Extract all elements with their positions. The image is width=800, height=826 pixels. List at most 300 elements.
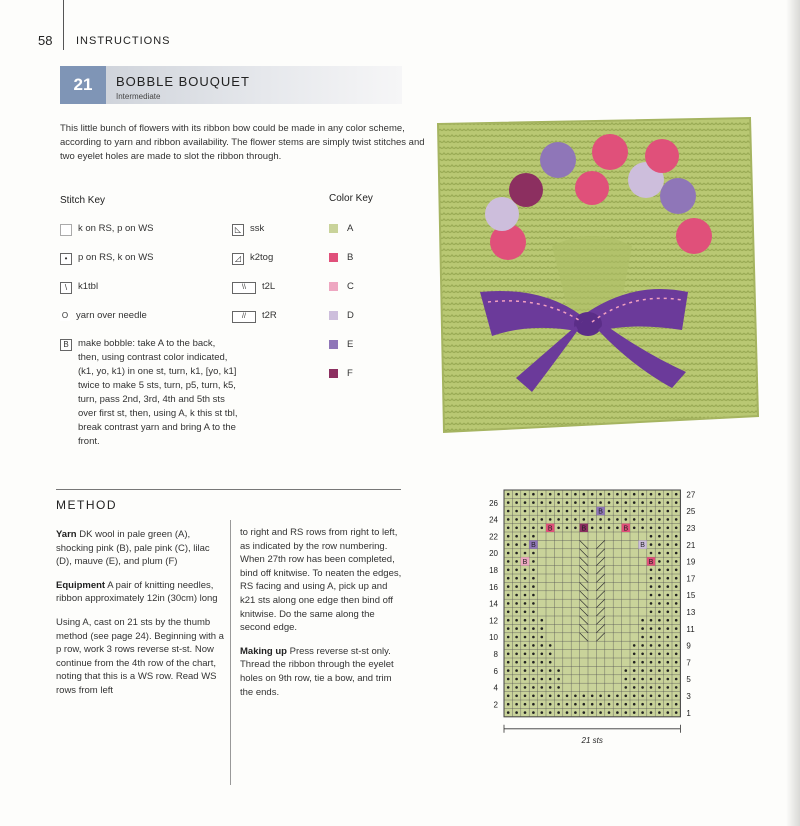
purl-dot [532,510,535,513]
purl-dot [633,501,636,504]
purl-dot [675,627,678,630]
purl-dot [667,627,670,630]
purl-dot [641,695,644,698]
purl-dot [675,510,678,513]
purl-dot [515,686,518,689]
bobble-symbol: B [547,525,553,533]
slash-square-icon: \ [60,282,72,294]
color-swatch [329,224,338,233]
purl-dot [532,611,535,614]
stitch-key-heading: Stitch Key [60,195,106,206]
purl-dot [616,695,619,698]
purl-dot [507,585,510,588]
purl-dot [532,577,535,580]
stitch-key-item: \ k1tbl [60,280,98,294]
purl-dot [675,711,678,714]
purl-dot [532,552,535,555]
purl-dot [675,535,678,538]
purl-dot [541,695,544,698]
purl-dot [583,501,586,504]
purl-dot [532,585,535,588]
row-label: 6 [493,666,498,676]
purl-dot [507,619,510,622]
header-divider [63,0,64,50]
purl-dot [524,619,527,622]
purl-dot [532,627,535,630]
purl-dot [507,669,510,672]
color-key-item: E [329,338,353,352]
purl-dot [541,703,544,706]
purl-dot [667,535,670,538]
purl-dot [566,510,569,513]
purl-dot [532,518,535,521]
purl-dot [541,669,544,672]
purl-dot [667,611,670,614]
purl-dot [599,518,602,521]
purl-dot [515,569,518,572]
purl-dot [541,653,544,656]
purl-dot [557,527,560,530]
purl-dot [515,594,518,597]
purl-dot [667,602,670,605]
purl-dot [667,686,670,689]
purl-dot [574,510,577,513]
purl-dot [507,594,510,597]
page-gutter-shadow [786,0,800,826]
purl-dot [616,527,619,530]
purl-dot [625,678,628,681]
purl-dot [541,493,544,496]
row-label: 11 [686,624,695,634]
purl-dot [524,636,527,639]
purl-dot [515,560,518,563]
purl-dot [507,644,510,647]
purl-dot [599,695,602,698]
purl-dot [515,703,518,706]
purl-dot [616,493,619,496]
purl-dot [667,594,670,597]
purl-dot [515,627,518,630]
purl-dot [625,695,628,698]
purl-dot [650,627,653,630]
purl-dot [667,653,670,656]
section-title: INSTRUCTIONS [76,35,171,47]
purl-dot [650,543,653,546]
knitting-chart [478,484,708,754]
purl-dot [608,695,611,698]
purl-dot [532,535,535,538]
purl-dot [658,501,661,504]
purl-dot [515,644,518,647]
purl-dot [658,518,661,521]
row-label: 1 [686,708,691,718]
purl-dot [524,543,527,546]
purl-dot [524,611,527,614]
purl-dot [633,678,636,681]
purl-dot [557,518,560,521]
purl-dot [507,543,510,546]
purl-dot [608,711,611,714]
purl-dot [633,686,636,689]
row-label: 8 [493,650,498,659]
purl-dot [650,669,653,672]
purl-dot [557,669,560,672]
purl-dot [524,627,527,630]
color-key-item: C [329,280,354,294]
purl-dot [667,560,670,563]
row-label: 18 [489,566,498,575]
purl-dot [532,678,535,681]
purl-dot [667,501,670,504]
purl-dot [532,653,535,656]
purl-dot [658,669,661,672]
purl-dot [507,527,510,530]
purl-dot [549,695,552,698]
purl-dot [541,711,544,714]
purl-dot [599,711,602,714]
purl-dot [532,711,535,714]
purl-dot [557,493,560,496]
purl-dot [557,711,560,714]
purl-dot [524,535,527,538]
purl-dot [507,695,510,698]
stitch-key-item: • p on RS, k on WS [60,251,154,265]
purl-dot [625,493,628,496]
purl-dot [507,653,510,656]
purl-dot [599,493,602,496]
purl-dot [641,619,644,622]
purl-dot [549,661,552,664]
purl-dot [608,510,611,513]
purl-dot [599,501,602,504]
purl-dot [591,501,594,504]
purl-dot [608,518,611,521]
purl-dot [524,669,527,672]
blank-square-icon [60,224,72,236]
purl-dot [591,711,594,714]
purl-dot [507,518,510,521]
purl-dot [633,518,636,521]
purl-dot [658,678,661,681]
purl-dot [675,686,678,689]
purl-dot [541,518,544,521]
purl-dot [667,493,670,496]
purl-dot [574,518,577,521]
purl-dot [658,585,661,588]
purl-dot [507,501,510,504]
purl-dot [641,669,644,672]
purl-dot [591,695,594,698]
purl-dot [675,669,678,672]
color-swatch [329,282,338,291]
purl-dot [650,695,653,698]
row-label: 2 [493,700,498,710]
purl-dot [658,552,661,555]
purl-dot [541,661,544,664]
purl-dot [557,695,560,698]
row-label: 27 [686,490,696,500]
purl-dot [616,518,619,521]
purl-dot [507,560,510,563]
intro-text: This little bunch of flowers with its ribbon bow could be made in any color scheme, according to yarn and ribbon availability. The flower stems are simply twist stitches and two eyelet holes are made to slot the ribbon through. [60,123,425,162]
purl-dot [650,678,653,681]
purl-dot [524,552,527,555]
purl-dot [667,577,670,580]
color-key-item: F [329,367,353,381]
purl-dot [625,501,628,504]
purl-dot [524,577,527,580]
purl-dot [667,569,670,572]
purl-dot [667,711,670,714]
purl-dot [625,669,628,672]
purl-dot [650,518,653,521]
purl-dot [574,493,577,496]
row-label: 25 [686,507,696,517]
purl-dot [549,686,552,689]
purl-dot [658,510,661,513]
purl-dot [524,585,527,588]
purl-dot [574,527,577,530]
purl-dot [658,653,661,656]
purl-dot [574,711,577,714]
purl-dot [667,636,670,639]
purl-dot [633,695,636,698]
color-swatch [329,253,338,262]
purl-dot [667,669,670,672]
purl-dot [515,543,518,546]
purl-dot [524,510,527,513]
purl-dot [625,703,628,706]
row-label: 21 [686,540,696,550]
purl-dot [507,611,510,614]
purl-dot [650,535,653,538]
purl-dot [599,703,602,706]
purl-dot [650,653,653,656]
purl-dot [641,686,644,689]
row-label: 23 [686,524,696,533]
purl-dot [515,510,518,513]
purl-dot [650,527,653,530]
bobble-square-icon: B [60,339,72,351]
row-label: 10 [489,633,498,643]
stitch-key-item: k on RS, p on WS [60,222,154,236]
bobble-symbol: B [648,559,654,566]
row-label: 12 [489,616,498,626]
t2l-icon: \\ [232,282,256,294]
purl-dot [608,501,611,504]
color-key-item: A [329,222,353,236]
purl-dot [675,695,678,698]
purl-dot [591,703,594,706]
pattern-title: BOBBLE BOUQUET [116,74,250,89]
purl-dot [658,636,661,639]
purl-dot [675,552,678,555]
purl-dot [650,493,653,496]
row-label: 4 [493,683,498,693]
row-label: 26 [489,498,498,508]
purl-dot [566,711,569,714]
purl-dot [524,711,527,714]
purl-dot [507,678,510,681]
stitch-key-item: \\ t2L [232,280,275,294]
purl-dot [541,619,544,622]
purl-dot [625,711,628,714]
purl-dot [566,493,569,496]
purl-dot [524,653,527,656]
purl-dot [549,518,552,521]
purl-dot [650,569,653,572]
row-label: 13 [686,608,696,617]
stitch-key-item: ◺ ssk [232,222,264,236]
purl-dot [524,661,527,664]
purl-dot [667,619,670,622]
purl-dot [675,585,678,588]
purl-dot [532,619,535,622]
purl-dot [532,636,535,639]
purl-dot [658,627,661,630]
purl-dot [650,501,653,504]
purl-dot [667,510,670,513]
width-label: 21 sts [581,735,603,745]
row-label: 9 [686,641,691,651]
bobble-symbol: B [598,508,603,516]
purl-dot [633,669,636,672]
purl-dot [557,678,560,681]
purl-dot [650,585,653,588]
purl-dot [641,678,644,681]
color-swatch [329,340,338,349]
purl-dot [524,569,527,572]
bobble-symbol: B [531,542,536,550]
difficulty-level: Intermediate [116,92,161,101]
color-key-heading: Color Key [329,193,373,204]
purl-dot [524,686,527,689]
purl-dot [608,703,611,706]
purl-dot [524,678,527,681]
purl-dot [507,636,510,639]
purl-dot [532,661,535,664]
color-swatch [329,369,338,378]
purl-dot [633,703,636,706]
purl-dot [650,611,653,614]
purl-dot [532,560,535,563]
purl-dot [675,653,678,656]
purl-dot [641,527,644,530]
purl-dot [541,627,544,630]
instructions-continued: to right and RS rows from right to left, as indicated by the row numbering. When 27th row has been completed, bind off knitwise. To neaten the edges, RS facing and using A, pick up and k21 sts along one edge then bind off knitwise. Do the same along the second edge. [240,527,402,634]
purl-dot [532,686,535,689]
bobble-symbol: B [522,559,528,566]
purl-dot [616,703,619,706]
purl-dot [667,527,670,530]
page-number: 58 [38,33,53,48]
purl-dot [507,552,510,555]
purl-dot [658,493,661,496]
purl-dot [583,493,586,496]
purl-dot [532,703,535,706]
purl-dot [616,501,619,504]
purl-dot [675,611,678,614]
purl-dot [541,644,544,647]
bobble-symbol: B [581,525,587,533]
circle-icon: O [61,311,69,320]
purl-dot [566,501,569,504]
row-label: 24 [489,515,498,525]
bobble-symbol: B [623,525,629,533]
purl-dot [658,611,661,614]
purl-dot [549,510,552,513]
purl-dot [591,518,594,521]
purl-dot [675,518,678,521]
purl-dot [583,510,586,513]
purl-dot [541,686,544,689]
purl-dot [507,661,510,664]
purl-dot [667,585,670,588]
purl-dot [532,501,535,504]
purl-dot [574,703,577,706]
purl-dot [650,619,653,622]
purl-dot [650,577,653,580]
purl-dot [515,653,518,656]
purl-dot [641,501,644,504]
purl-dot [667,644,670,647]
purl-dot [524,602,527,605]
purl-dot [515,577,518,580]
purl-dot [557,501,560,504]
purl-dot [625,510,628,513]
knitted-square-photo [432,116,762,434]
purl-dot [515,678,518,681]
purl-dot [583,711,586,714]
purl-dot [515,493,518,496]
purl-dot [625,518,628,521]
purl-dot [557,703,560,706]
purl-dot [633,661,636,664]
purl-dot [675,594,678,597]
purl-dot [515,527,518,530]
purl-dot [633,510,636,513]
purl-dot [524,594,527,597]
purl-dot [667,661,670,664]
row-label: 22 [489,532,498,542]
ssk-icon: ◺ [232,224,244,236]
stitch-key-item: O yarn over needle [61,310,147,321]
purl-dot [583,703,586,706]
purl-dot [650,594,653,597]
purl-dot [524,518,527,521]
purl-dot [507,703,510,706]
purl-dot [675,527,678,530]
purl-dot [658,711,661,714]
purl-dot [524,703,527,706]
purl-dot [566,703,569,706]
purl-dot [583,518,586,521]
purl-dot [608,493,611,496]
purl-dot [658,644,661,647]
purl-dot [667,695,670,698]
purl-dot [650,636,653,639]
yarn-paragraph: Yarn DK wool in pale green (A), shocking pink (B), pale pink (C), lilac (D), mauve (E), and plum (F) [56,529,210,568]
purl-dot [515,661,518,664]
pattern-number: 21 [60,66,106,104]
purl-dot [524,527,527,530]
purl-dot [515,619,518,622]
purl-dot [507,602,510,605]
purl-dot [650,510,653,513]
purl-dot [641,510,644,513]
purl-dot [507,711,510,714]
purl-dot [515,518,518,521]
